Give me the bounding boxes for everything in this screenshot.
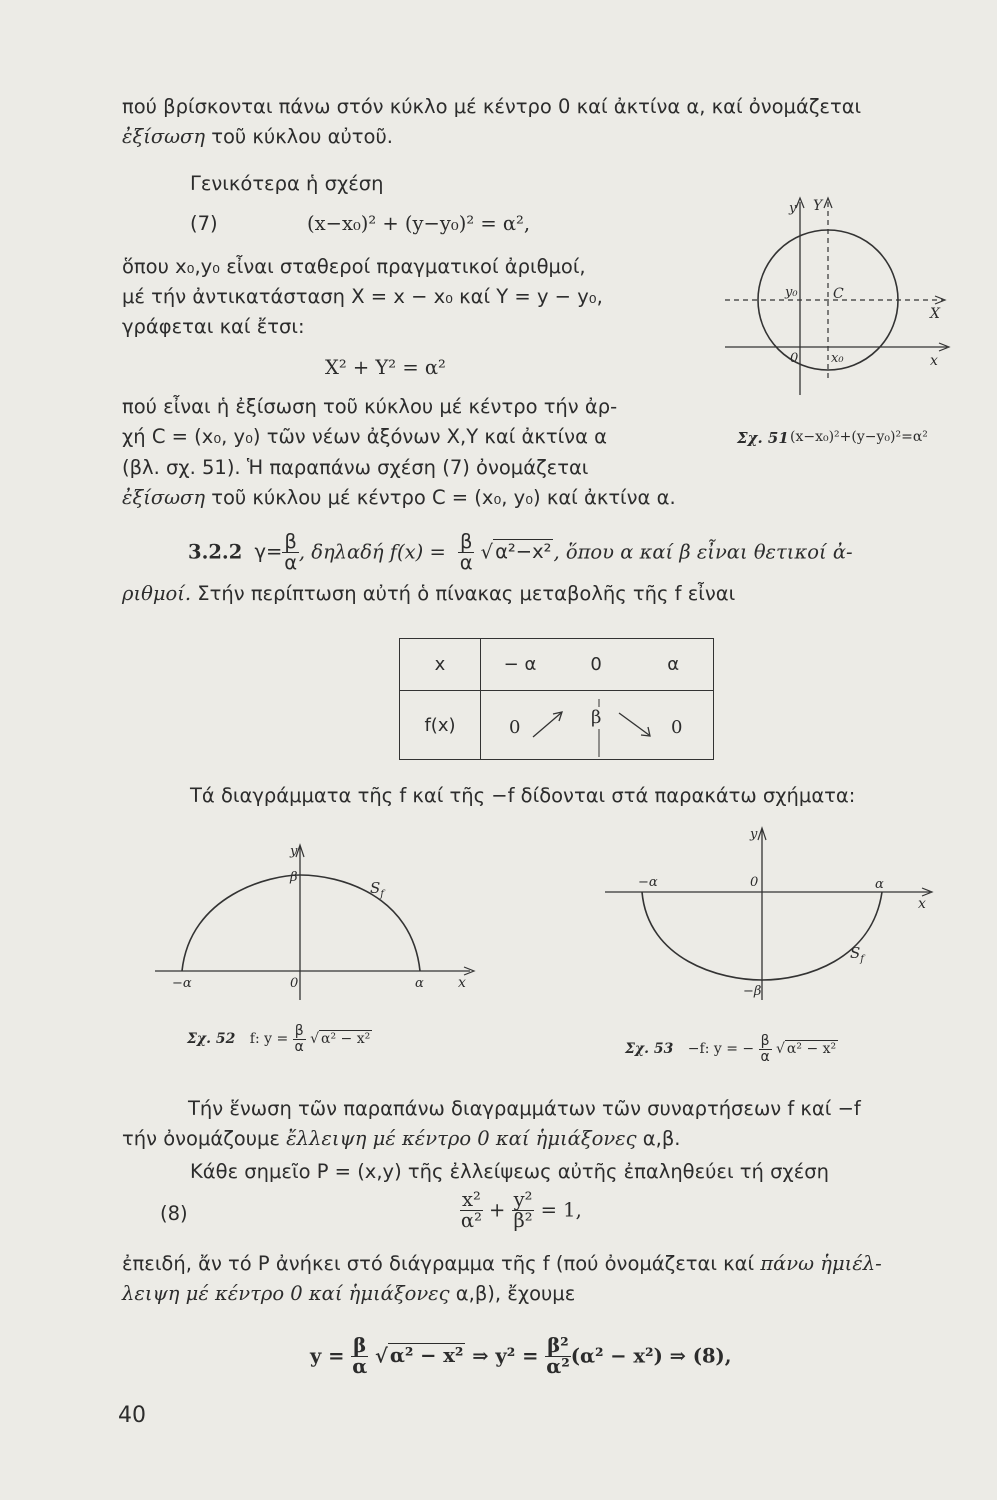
fig52-curve (182, 875, 420, 971)
term-equation: ἐξίσωση (122, 125, 206, 148)
p1-line1: πού βρίσκονται πάνω στόν κύκλο μέ κέντρο 0 καί ἀκτίνα α, καί ὀνομάζεται (122, 95, 862, 118)
p6-line2 (122, 1282, 575, 1306)
table-x-header: x (400, 639, 481, 691)
p3-line2: χή C = (x₀, y₀) τῶν νέων ἀξόνων X,Y καί ἀκτίνα α (122, 425, 607, 448)
table-a: α (633, 639, 713, 691)
p2-line1: Γενικότερα ἡ σχέση (190, 172, 384, 195)
page-number: 40 (118, 1403, 146, 1428)
fig52-caption: Σχ. 52 f: y = $\frac{\beta}{\alpha}$ √ α² − x² (187, 1023, 371, 1055)
fig52-caption-f: f: y = (249, 1031, 289, 1048)
p5-line1: Κάθε σημεῖο P = (x,y) τῆς ἐλλείψεως αὐτῆς ἐπαληθεύει τή σχέση (190, 1160, 829, 1183)
fig52-label-a: α (415, 976, 424, 991)
section-number: 3.2.2 (188, 540, 243, 564)
p4-line1: Τήν ἕνωση τῶν παραπάνω διαγραμμάτων τῶν συναρτήσεων f καί −f (188, 1097, 861, 1120)
term-center: λειψη μέ κέντρο 0 καί ἡμιάξονες (122, 1282, 450, 1305)
fig51-label-Y: Y (813, 198, 823, 214)
table-fx-arrows (481, 691, 711, 759)
p3-line3: (βλ. σχ. 51). Ἡ παραπάνω σχέση (7) ὀνομάζεται (122, 456, 589, 479)
fig51-label-X: X (930, 306, 940, 322)
fig51-caption-label: Σχ. 51 (737, 429, 789, 447)
variation-table (399, 638, 714, 760)
table-fx-0b: 0 (671, 717, 683, 738)
p1-line2 (122, 125, 393, 149)
fig52-label-y: y (290, 844, 298, 859)
p6-line1 (122, 1252, 882, 1276)
diagrams-intro: Τά διαγράμματα τῆς f καί τῆς −f δίδονται στά παρακάτω σχήματα: (190, 784, 856, 807)
fig53-caption-f: −f: y = − (687, 1041, 755, 1058)
p3-line1: πού εἶναι ἡ ἐξίσωση τοῦ κύκλου μέ κέντρο τήν ἀρ- (122, 395, 618, 418)
fig53-label-minus-b: −β (743, 984, 762, 999)
fig53-caption-radicand: α² − x² (786, 1041, 837, 1058)
eq7-label: (7) (190, 212, 218, 235)
table-fx-header: f(x) (400, 691, 481, 760)
term-ellipse: ἔλλειψη μέ κέντρο 0 καί ἡμιάξονες (286, 1127, 637, 1150)
p2-line4: μέ τήν ἀντικατάσταση X = x − x₀ καί Y = y − y₀, (122, 285, 603, 308)
section-line2-rest: Στήν περίπτωση αὐτή ὁ πίνακας μεταβολῆς τῆς f εἶναι (191, 582, 736, 605)
p2-line5: γράφεται καί ἔτσι: (122, 315, 305, 338)
p1-line2-rest: τοῦ κύκλου αὐτοῦ. (205, 125, 393, 148)
table-arrow-up (533, 713, 561, 737)
fig52-label-0: 0 (290, 976, 299, 991)
final-equation: y = $\frac{\beta}{\alpha}$ √ α² − x² ⇒ y² = $\frac{\text{β²}}{\text{α²}}$ (α² − x²) ⇒ (8), (310, 1334, 732, 1379)
table-fx-beta: β (591, 707, 602, 728)
section-3-2-2: 3.2.2 γ= $\frac{\beta}{\alpha}$ , δηλαδή f(x) = $\frac{\beta}{\alpha}$ √ α²−x² , ὅπου α καί β εἶναι θετικοί ἀ- (188, 530, 853, 575)
eq-circle: X² + Y² = α² (325, 356, 446, 379)
fig52-caption-radicand: α² − x² (321, 1031, 371, 1048)
fig52-label-Sf: $S_f$ (370, 879, 384, 900)
eq8: $\frac{\text{x²}}{\text{α²}}$ + $\frac{\text{y²}}{\text{β²}}$ = 1, (460, 1188, 582, 1233)
fig53-label-y: y (750, 827, 758, 842)
term-equation: ἐξίσωση (122, 486, 206, 509)
term-numbers: ριθμοί. (122, 582, 192, 605)
p2-line3: ὅπου x₀,y₀ εἶναι σταθεροί πραγματικοί ἀριθμοί, (122, 255, 586, 278)
fig53-caption-frac: $\frac{\beta}{\alpha}$ (760, 1033, 770, 1065)
figure-51-circle (725, 190, 955, 410)
fig53-label-x: x (918, 896, 926, 912)
section-radicand: α²−x² (495, 540, 552, 564)
term-upper-half: πάνω ἡμιέλ- (760, 1252, 882, 1275)
figure-52-upper-half-ellipse (150, 835, 480, 1015)
table-fx-0a: 0 (509, 717, 521, 738)
fig51-label-x: x (930, 353, 938, 369)
table-fx-row (481, 691, 714, 760)
fig52-caption-frac: $\frac{\beta}{\alpha}$ (294, 1023, 304, 1055)
p3-line4 (122, 486, 676, 510)
fig52-label-beta: β (290, 870, 298, 885)
fig52-caption-label: Σχ. 52 (187, 1031, 236, 1048)
fig52-label-minus-a: −α (172, 976, 192, 991)
fig51-label-x0: x₀ (831, 351, 844, 366)
fig51-label-y: y (789, 201, 797, 216)
fig51-label-0: 0 (790, 351, 799, 366)
p6-line2-rest: α,β), ἔχουμε (449, 1282, 576, 1305)
table-arrow-down (619, 713, 649, 735)
section-frac2: $\frac{\beta}{\alpha}$ (459, 530, 473, 575)
section-frac: $\frac{\beta}{\alpha}$ (284, 530, 298, 575)
fig53-caption: Σχ. 53 −f: y = − $\frac{\beta}{\alpha}$ √ α² − x² (625, 1033, 837, 1065)
fig51-label-y0: y₀ (785, 285, 798, 300)
fig53-label-a: α (875, 877, 884, 892)
section-end: , ὅπου α καί β εἶναι θετικοί ἀ- (553, 540, 853, 564)
table-zero: 0 (559, 639, 633, 691)
table-minus-a: − α (481, 639, 560, 691)
eq8-label: (8) (160, 1202, 188, 1225)
p6-line1-a: ἐπειδή, ἄν τό P ἀνήκει στό διάγραμμα τῆς f (πού ὀνομάζεται καί (122, 1252, 761, 1275)
fig53-label-Sf: $S_f$ (850, 944, 864, 965)
p4-line2-a: τήν ὀνομάζουμε (122, 1127, 287, 1150)
section-y: γ= (254, 540, 283, 564)
fig53-caption-label: Σχ. 53 (625, 1041, 674, 1058)
p3-line4-rest: τοῦ κύκλου μέ κέντρο C = (x₀, y₀) καί ἀκτίνα α. (205, 486, 676, 509)
section-mid: , δηλαδή f(x) = (298, 540, 446, 564)
fig51-label-C: C (833, 286, 844, 302)
fig52-label-x: x (458, 975, 466, 991)
fig53-label-minus-a: −α (638, 875, 658, 890)
p4-line2 (122, 1127, 680, 1151)
fig51-caption-eq: (x−x₀)²+(y−y₀)²=α² (790, 429, 928, 445)
eq7: (x−x₀)² + (y−y₀)² = α², (307, 212, 531, 235)
fig53-label-0: 0 (750, 875, 759, 890)
p4-line2-b: α,β. (636, 1127, 681, 1150)
section-line2 (122, 582, 735, 606)
figure-53-lower-half-ellipse (600, 820, 940, 1000)
